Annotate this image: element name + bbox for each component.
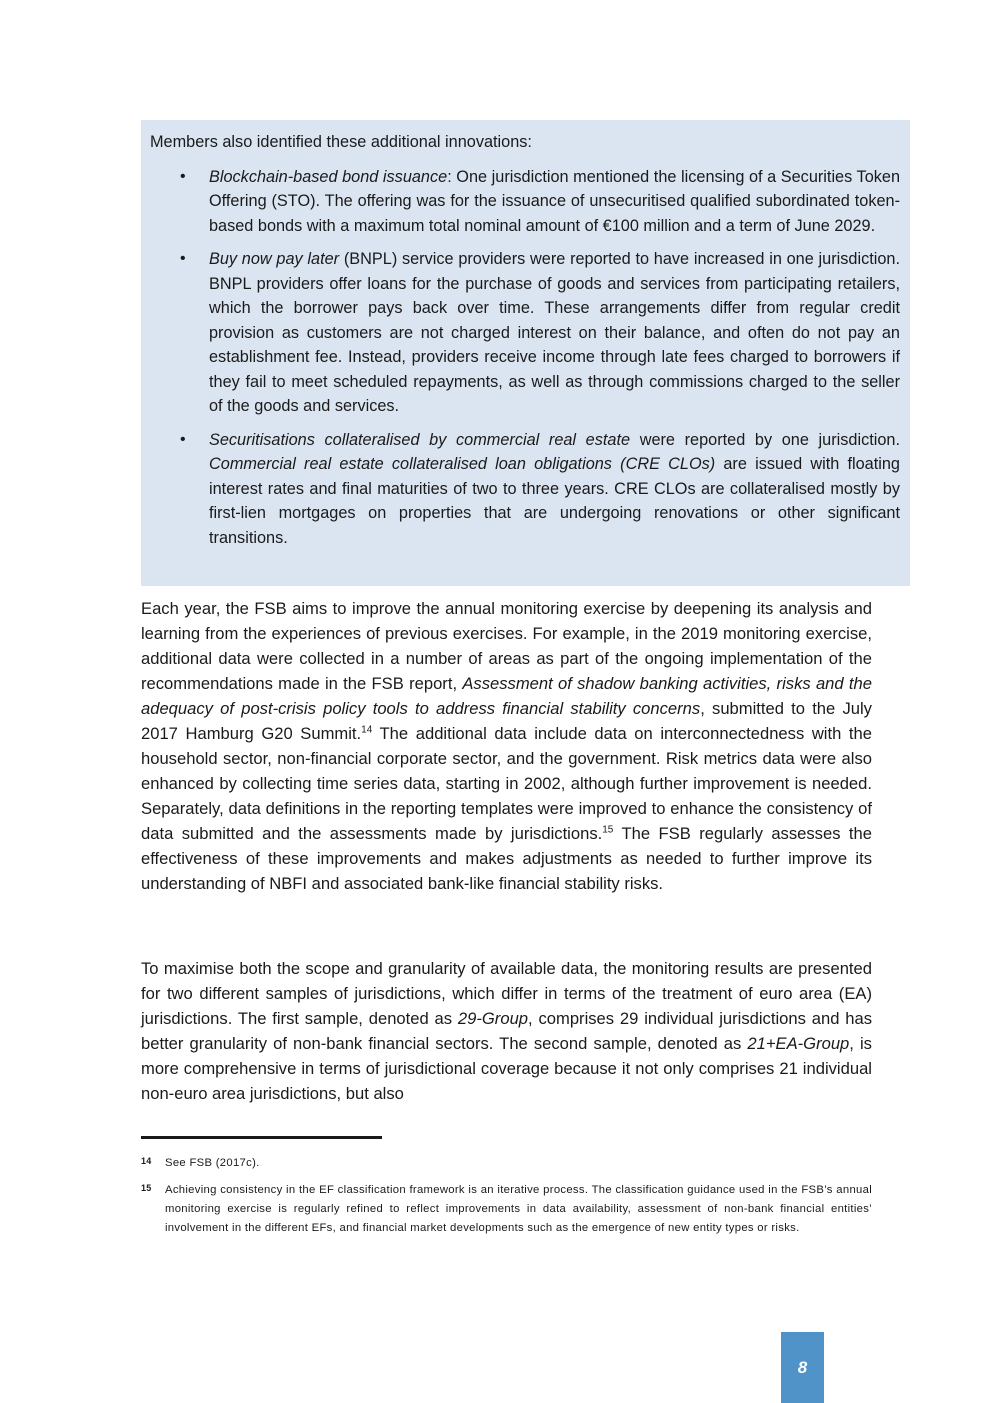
list-item (150, 428, 900, 551)
text-run: , is more comprehensive in terms of jurisdictional coverage because it not only comprises 21 individual non-euro area jurisdictions, but also (141, 1034, 872, 1103)
innovations-box (141, 120, 910, 586)
footnote-ref-14[interactable]: 14 (361, 724, 373, 736)
text-run: Each year, the FSB aims to improve the annual monitoring exercise by deepening its analysis and learning from the experiences of previous exercises. For example, in the 2019 monitoring exercise, additional data were collected in a number of areas as part of the ongoing implementation of the recommendations made in the FSB report, (141, 599, 872, 693)
group-21ea-label: 21+EA-Group (747, 1034, 850, 1053)
footnote-ref-15[interactable]: 15 (602, 824, 614, 836)
group-29-label: 29-Group (457, 1009, 529, 1028)
text-run: To maximise both the scope and granularity of available data, the monitoring results are presented for two different samples of jurisdictions, which differ in terms of the treatment of euro area (EA) jurisdictions. The first sample, denoted as (141, 959, 872, 1028)
item-text: : One jurisdiction mentioned the licensing of a Securities Token Offering (STO). The offering was for the issuance of unsecuritised qualified subordinated token-based bonds with a maximum total nominal amount of €100 million and a term of June 2029. (209, 167, 900, 235)
footnote-text: See FSB (2017c). (165, 1157, 260, 1169)
text-run: , comprises 29 individual jurisdictions and has better granularity of non-bank financial sectors. The second sample, denoted as (141, 1009, 873, 1053)
bullet-icon: • (180, 167, 186, 185)
item-mid: were reported by one jurisdiction. (630, 430, 900, 449)
innovations-list (150, 165, 900, 551)
paragraph-monitoring (141, 596, 872, 896)
item-lead: Blockchain-based bond issuance (209, 167, 448, 186)
footnote-number: 15 (141, 1183, 152, 1193)
item-text: are issued with floating interest rates and final maturities of two to three years. CRE CLOs are collateralised mostly by first-lien mortgages on properties that are undergoing renovations or other significant transitions. (209, 455, 900, 547)
text-run: , submitted to the July 2017 Hamburg G20 Summit. (141, 699, 872, 743)
footnote-text: Achieving consistency in the EF classification framework is an iterative process. The classification guidance used in the FSB’s annual monitoring exercise is regularly refined to reflect improvements in data availability, assessment of non-bank financial entities’ involvement in the different EFs, and financial market developments such as the emergence of new entity types or risks. (165, 1184, 872, 1234)
list-item (150, 247, 900, 419)
paragraph-samples (141, 956, 872, 1106)
footnote-15 (141, 1181, 872, 1238)
box-intro: Members also identified these additional innovations: (150, 133, 532, 151)
footnote-number: 14 (141, 1156, 152, 1166)
text-run: The additional data include data on interconnectedness with the household sector, non-financial corporate sector, and the government. Risk metrics data were also enhanced by collecting time series data, starting in 2002, although further improvement is needed. Separately, data definitions in the reporting templates were improved to enhance the consistency of data submitted and the assessments made by jurisdictions. (141, 724, 872, 843)
bullet-icon: • (180, 250, 186, 267)
item-lead: Buy now pay later (209, 250, 340, 268)
item-lead: Securitisations collateralised by commercial real estate (209, 430, 631, 449)
report-title: Assessment of shadow banking activities, risks and the adequacy of post-crisis policy tools to address financial stability concerns (141, 674, 872, 718)
list-item (150, 165, 900, 239)
bullet-icon: • (180, 430, 186, 448)
text-run: The FSB regularly assesses the effectiveness of these improvements and makes adjustments as needed to further improve its understanding of NBFI and associated bank-like financial stability risks. (141, 824, 872, 893)
item-lead-2: Commercial real estate collateralised loan obligations (CRE CLOs) (209, 455, 716, 473)
footnote-divider (141, 1136, 382, 1139)
item-text: (BNPL) service providers were reported to have increased in one jurisdiction. BNPL providers offer loans for the purchase of goods and services from participating retailers, which the borrower pays back over time. These arrangements differ from regular credit provision as customers are not charged interest on their balance, and often do not pay an establishment fee. Instead, providers receive income through late fees charged to borrowers if they fail to meet scheduled repayments, as well as through commissions charged to the seller of the goods and services. (209, 250, 900, 415)
footnote-14 (141, 1154, 872, 1173)
page-number: 8 (781, 1332, 824, 1403)
